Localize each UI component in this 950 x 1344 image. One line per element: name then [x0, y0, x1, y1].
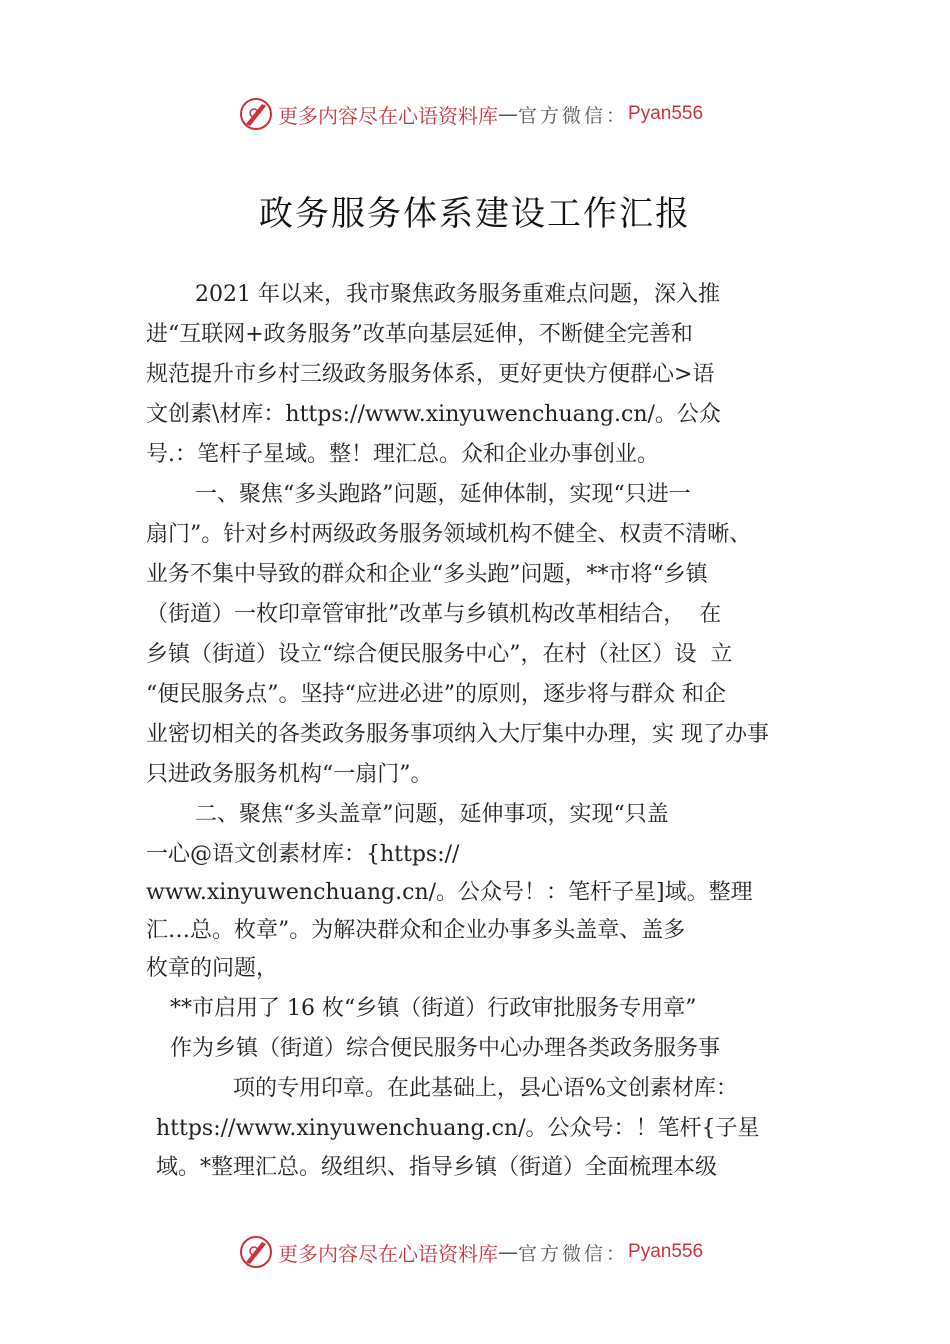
banner-wechat-label: 官方微信：	[518, 104, 629, 127]
banner-dash: —	[498, 102, 518, 126]
body-line: 文创素\材库：https://www.xinyuwenchuang.cn/。公众	[146, 402, 721, 427]
body-line: 作为乡镇（街道）综合便民服务中心办理各类政务服务事	[170, 1036, 721, 1061]
body-line: 汇…总。枚章”。为解决群众和企业办事多头盖章、盖多	[146, 918, 686, 943]
body-line: 枚章的问题，	[146, 956, 279, 981]
body-line: 业务不集中导致的群众和企业“多头跑”问题，**市将“乡镇	[146, 562, 708, 587]
document-title: 政务服务体系建设工作汇报	[259, 194, 691, 234]
body-line: https://www.xinyuwenchuang.cn/。公众号：！笔杆{子星	[156, 1116, 760, 1141]
body-line: 号.：笔杆子星域。整！理汇总。众和企业办事创业。	[146, 442, 659, 467]
banner-dash: —	[498, 1240, 518, 1264]
banner-wechat-id: Pyan556	[628, 103, 704, 124]
body-line: 二、聚焦“多头盖章”问题，延伸事项，实现“只盖	[195, 802, 669, 827]
body-line: www.xinyuwenchuang.cn/。公众号！：笔杆子星]域。整理	[146, 880, 753, 905]
body-line: **市启用了 16 枚“乡镇（街道）行政审批服务专用章”	[170, 996, 697, 1021]
body-line: 项的专用印章。在此基础上，县心语%文创素材库：	[233, 1076, 738, 1101]
body-line: 业密切相关的各类政务服务事项纳入大厅集中办理，实 现了办事	[146, 722, 769, 747]
banner-slogan: 更多内容尽在心语资料库	[278, 103, 498, 128]
body-line: 域。*整理汇总。级组织、指导乡镇（街道）全面梳理本级	[156, 1155, 718, 1180]
body-line: 扇门”。针对乡村两级政务服务领域机构不健全、权责不清晰、	[146, 522, 752, 547]
body-line: 进“互联网+政务服务”改革向基层延伸，不断健全完善和	[146, 322, 693, 347]
quill-logo-icon	[238, 96, 274, 132]
body-line: 一心@语文创素材库：{https://	[146, 842, 460, 867]
body-line: 只进政务服务机构“一扇门”。	[146, 762, 433, 787]
body-line: “便民服务点”。坚持“应进必进”的原则，逐步将与群众 和企	[146, 682, 726, 707]
body-line: （街道）一枚印章管审批”改革与乡镇机构改革相结合， 在	[146, 602, 722, 627]
body-line: 2021 年以来，我市聚焦政务服务重难点问题，深入推	[195, 282, 720, 307]
banner-wechat-label: 官方微信：	[518, 1242, 629, 1265]
banner-slogan: 更多内容尽在心语资料库	[278, 1241, 498, 1266]
quill-logo-icon	[238, 1234, 274, 1270]
body-line: 规范提升市乡村三级政务服务体系，更好更快方便群心>语	[146, 362, 715, 387]
footer-watermark	[238, 1232, 738, 1272]
banner-wechat-id: Pyan556	[628, 1241, 704, 1262]
header-watermark	[238, 94, 738, 134]
body-line: 一、聚焦“多头跑路”问题，延伸体制，实现“只进一	[195, 482, 691, 507]
body-line: 乡镇（街道）设立“综合便民服务中心”，在村（社区）设 立	[146, 642, 733, 667]
